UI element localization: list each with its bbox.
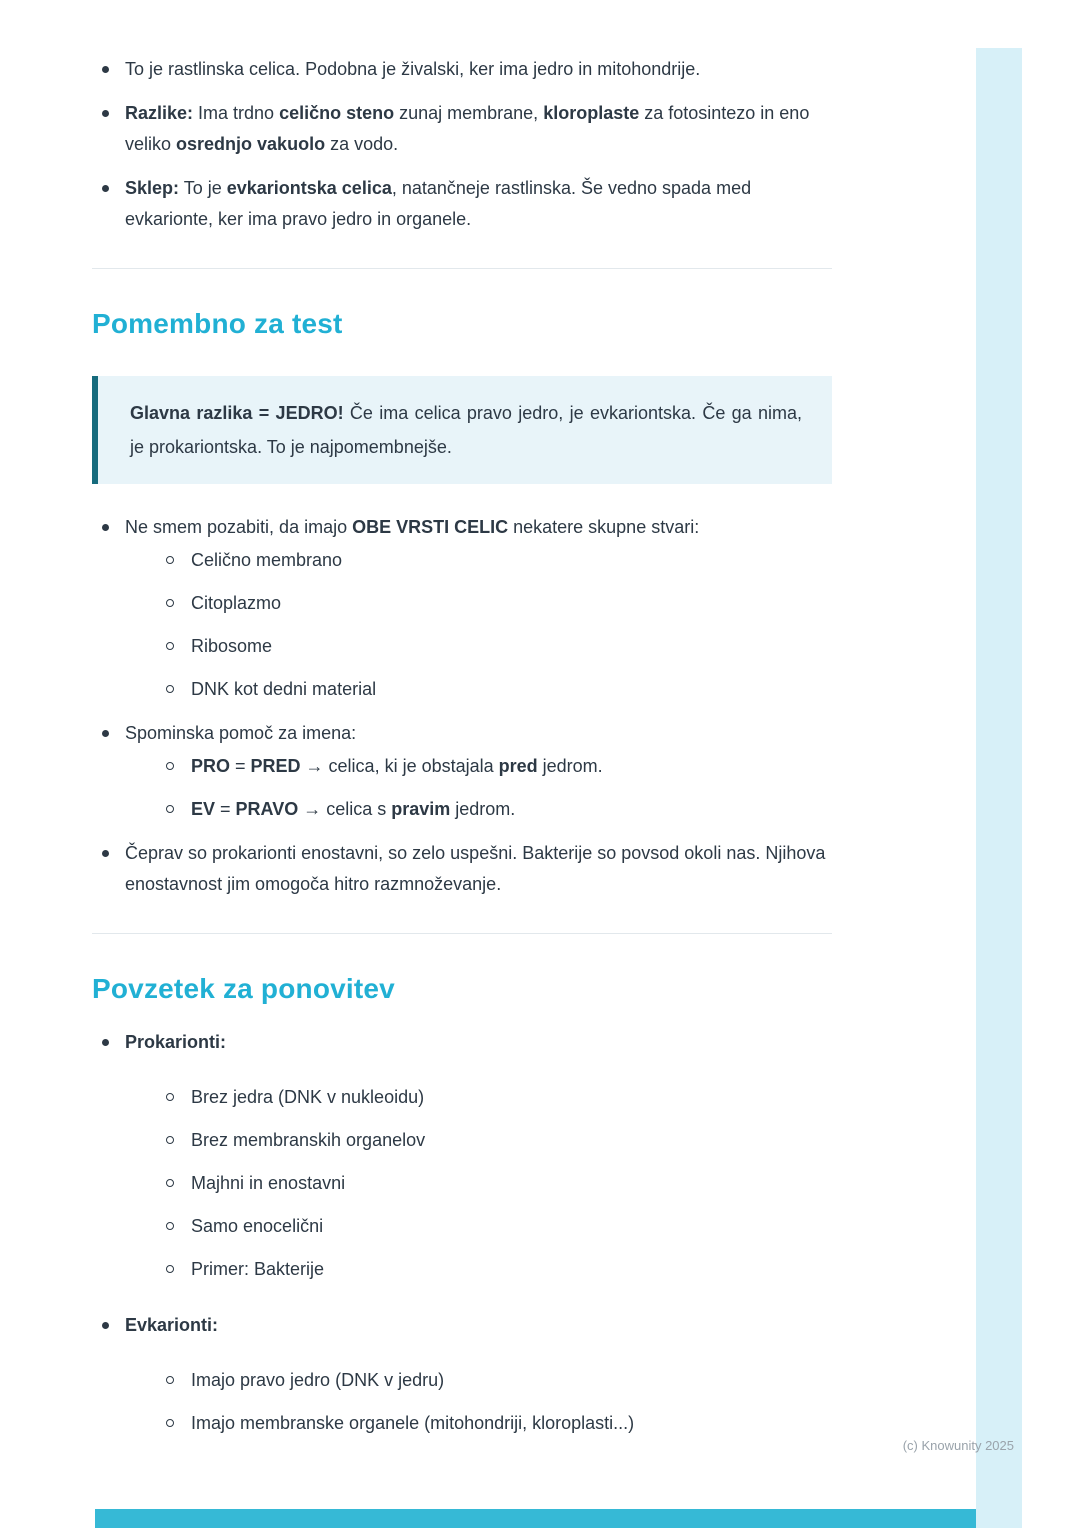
list-item-text	[191, 1173, 345, 1193]
callout	[92, 376, 832, 484]
sub-list-item	[158, 1408, 832, 1439]
list-item-text	[191, 1413, 634, 1433]
intro-list	[92, 54, 832, 235]
text-run: Ima trdno	[193, 103, 280, 123]
text-run: jedrom.	[537, 756, 603, 776]
sub-list-item	[158, 674, 832, 705]
bottom-accent-bar	[95, 1509, 976, 1528]
text-run: za vodo.	[325, 134, 399, 154]
sub-list-item	[158, 794, 832, 825]
copyright-text: (c) Knowunity 2025	[902, 1438, 1014, 1453]
bold-text-run: EV	[191, 799, 216, 819]
list-item	[92, 173, 832, 235]
text-run: nekatere skupne stvari:	[508, 517, 700, 537]
list-item	[92, 718, 832, 825]
bold-text-run: pravim	[391, 799, 451, 819]
list-item	[92, 54, 832, 85]
text-run: Citoplazmo	[191, 593, 282, 613]
sub-list-item	[158, 588, 832, 619]
bold-text-run: Evkarionti:	[125, 1315, 219, 1335]
list-item-text	[191, 679, 376, 699]
content-area	[92, 54, 832, 1464]
list-item	[92, 512, 832, 705]
list-item-text	[191, 1370, 444, 1390]
list-item-text	[125, 723, 356, 743]
text-run: → celica s	[298, 799, 392, 819]
sub-list-item	[158, 1365, 832, 1396]
text-run: , natančneje rastlinska. Še vedno spada med evkarionte, ker ima pravo jedro in organele.	[125, 178, 752, 229]
list-item-text	[125, 517, 699, 537]
text-run: → celica, ki je obstajala	[300, 756, 499, 776]
text-run: Imajo pravo jedro (DNK v jedru)	[191, 1370, 445, 1390]
text-run: Imajo membranske organele (mitohondriji, kloroplasti...)	[191, 1413, 635, 1433]
text-run: zunaj membrane,	[394, 103, 544, 123]
list-item	[92, 1027, 832, 1285]
text-run: Brez membranskih organelov	[191, 1130, 426, 1150]
text-run: Ne smem pozabiti, da imajo	[125, 517, 353, 537]
bold-text-run: pred	[498, 756, 538, 776]
divider	[92, 268, 832, 269]
text-run: DNK kot dedni material	[191, 679, 377, 699]
list-item-text	[125, 1032, 226, 1052]
list-item	[92, 838, 832, 900]
list-item	[92, 98, 832, 160]
sub-list	[158, 1365, 832, 1439]
list-item-text	[191, 550, 342, 570]
bold-text-run: Glavna razlika = JEDRO!	[130, 403, 344, 423]
text-run: Samo enocelični	[191, 1216, 324, 1236]
sub-list	[158, 751, 832, 825]
section-title-test: Pomembno za test	[92, 308, 343, 339]
bold-text-run: Sklep:	[125, 178, 180, 198]
bold-text-run: osrednjo vakuolo	[176, 134, 326, 154]
text-run: Primer: Bakterije	[191, 1259, 325, 1279]
sub-list-item	[158, 751, 832, 782]
text-run: Majhni in enostavni	[191, 1173, 346, 1193]
list-item-text	[191, 799, 515, 819]
bold-text-run: celično steno	[279, 103, 395, 123]
text-run: Spominska pomoč za imena:	[125, 723, 357, 743]
text-run: Čeprav so prokarionti enostavni, so zelo uspešni. Bakterije so povsod okoli nas. Njihova enostavnost jim omogoča hitro razmnoževanje.	[125, 843, 826, 894]
summary-list	[92, 1027, 832, 1439]
list-item-text	[191, 756, 603, 776]
bold-text-run: PRAVO	[235, 799, 299, 819]
test-list	[92, 512, 832, 900]
text-run: Če ima celica pravo jedro, je evkariontska. Če ga nima, je prokariontska. To je najpomembnejše.	[130, 403, 803, 457]
list-item-text	[191, 1130, 425, 1150]
text-run: =	[230, 756, 251, 776]
bold-text-run: kloroplaste	[543, 103, 640, 123]
text-run: Celično membrano	[191, 550, 343, 570]
bold-text-run: Razlike:	[125, 103, 194, 123]
sub-list-item	[158, 1125, 832, 1156]
right-accent-stripe	[976, 48, 1022, 1528]
list-item	[92, 1310, 832, 1439]
sub-list-item	[158, 1168, 832, 1199]
bold-text-run: evkariontska celica	[226, 178, 392, 198]
bold-text-run: PRO	[191, 756, 231, 776]
list-item-text	[191, 1087, 424, 1107]
section-title-summary: Povzetek za ponovitev	[92, 973, 395, 1004]
text-run: To je rastlinska celica. Podobna je živalski, ker ima jedro in mitohondrije.	[125, 59, 701, 79]
sub-list-item	[158, 1254, 832, 1285]
list-item-text	[125, 59, 700, 79]
list-item-text	[191, 1259, 324, 1279]
sub-list-item	[158, 545, 832, 576]
list-item-text	[125, 178, 751, 229]
text-run: za fotosintezo in eno veliko	[125, 103, 810, 154]
text-run: jedrom.	[450, 799, 516, 819]
text-run: To je	[179, 178, 227, 198]
sub-list	[158, 545, 832, 705]
list-item-text	[191, 636, 272, 656]
bold-text-run: OBE VRSTI CELIC	[352, 517, 509, 537]
bold-text-run: Prokarionti:	[125, 1032, 227, 1052]
list-item-text	[125, 103, 809, 154]
sub-list-item	[158, 1211, 832, 1242]
text-run: Brez jedra (DNK v nukleoidu)	[191, 1087, 425, 1107]
sub-list-item	[158, 631, 832, 662]
text-run: Ribosome	[191, 636, 273, 656]
list-item-text	[125, 1315, 218, 1335]
callout-text	[130, 396, 802, 464]
list-item-text	[125, 843, 825, 894]
sub-list-item	[158, 1082, 832, 1113]
list-item-text	[191, 593, 281, 613]
list-item-text	[191, 1216, 323, 1236]
text-run: =	[215, 799, 236, 819]
divider	[92, 933, 832, 934]
sub-list	[158, 1082, 832, 1285]
bold-text-run: PRED	[250, 756, 301, 776]
